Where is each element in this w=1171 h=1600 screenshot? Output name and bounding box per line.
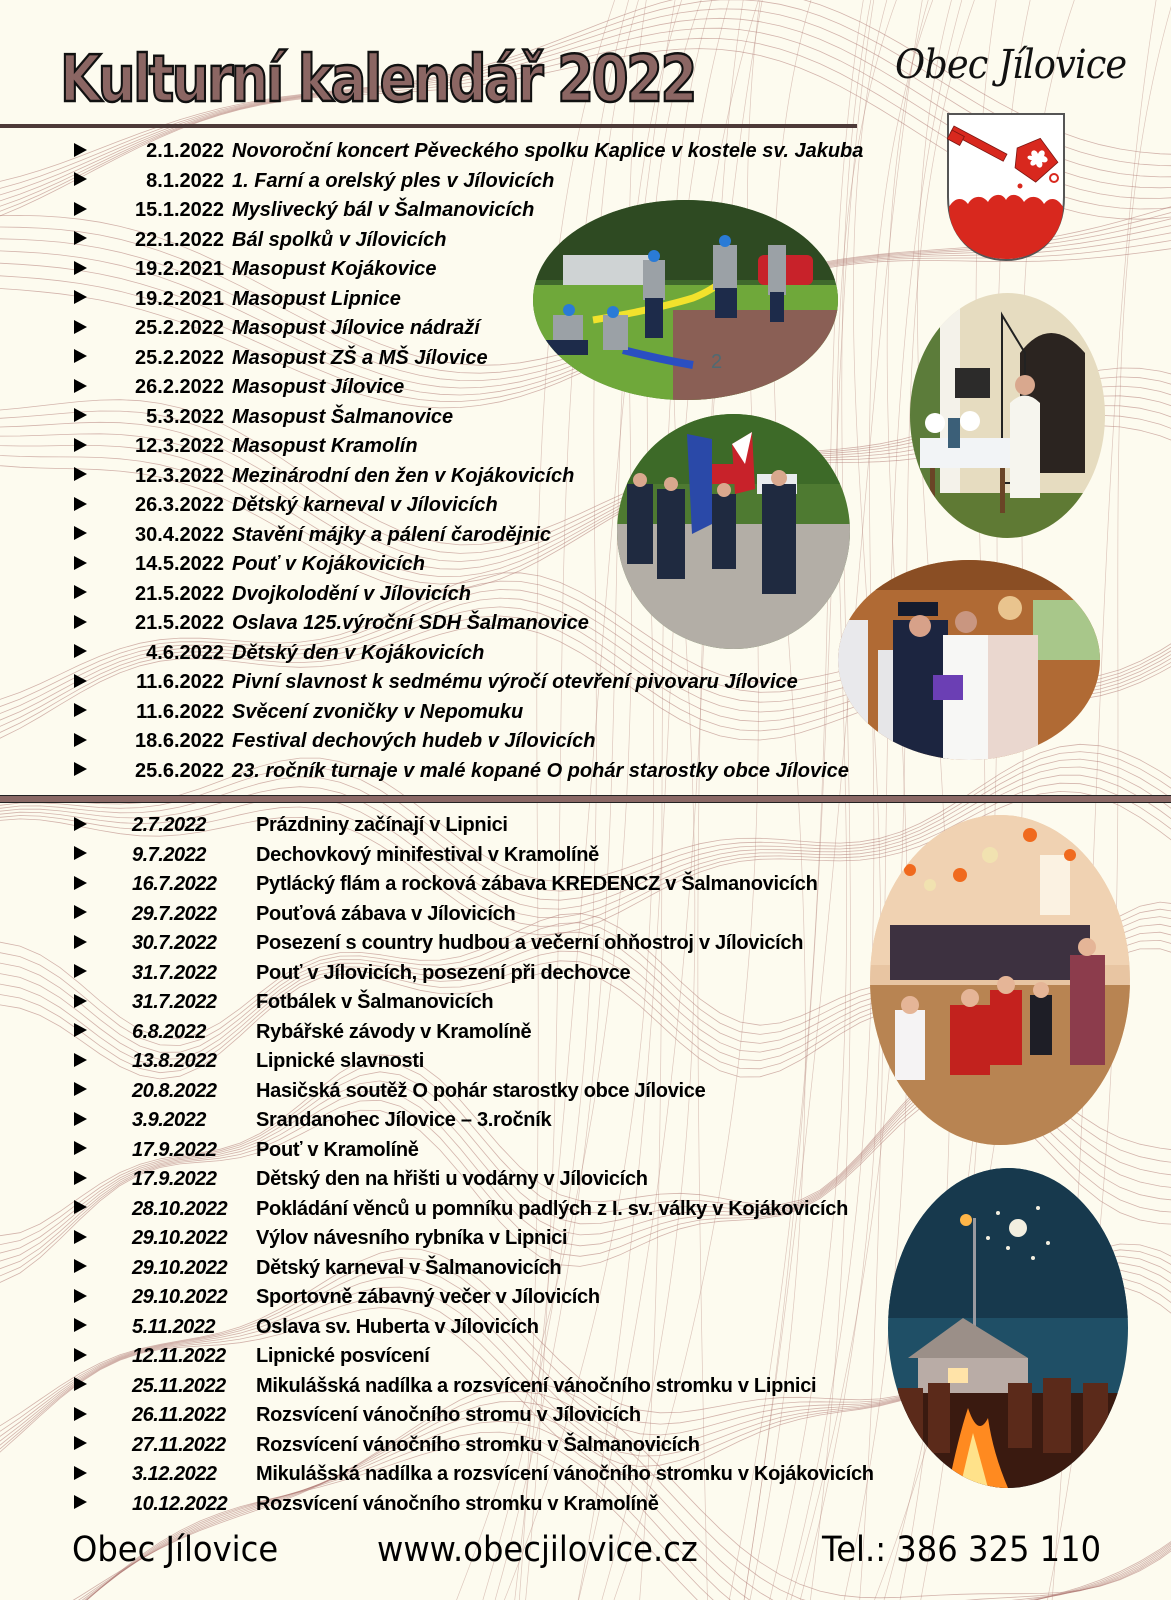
page-title: Kulturní kalendář 2022 xyxy=(60,43,696,117)
event-date: 28.10.2022 xyxy=(132,1197,228,1220)
event-date: 29.7.2022 xyxy=(132,902,217,925)
triangle-right-icon xyxy=(74,817,87,831)
event-name: 1. Farní a orelský ples v Jílovicích xyxy=(232,169,555,192)
event-row xyxy=(70,841,874,871)
triangle-right-icon xyxy=(74,438,87,452)
triangle-right-icon xyxy=(74,1436,87,1450)
event-name: Masopust Kramolín xyxy=(232,435,418,458)
triangle-right-icon xyxy=(74,1053,87,1067)
event-date: 31.7.2022 xyxy=(132,991,217,1014)
event-name: Mikulášská nadílka a rozsvícení vánočního stromku v Lipnici xyxy=(256,1374,817,1397)
event-date: 2.1.2022 xyxy=(146,140,224,163)
half-year-separator xyxy=(0,795,1171,803)
event-date: 10.12.2022 xyxy=(132,1492,228,1515)
event-row xyxy=(70,1460,874,1490)
event-name: Výlov návesního rybníka v Lipnici xyxy=(256,1227,568,1250)
triangle-right-icon xyxy=(74,1289,87,1303)
event-row xyxy=(70,727,863,757)
event-date: 8.1.2022 xyxy=(146,169,224,192)
triangle-right-icon xyxy=(74,172,87,186)
triangle-right-icon xyxy=(74,1230,87,1244)
event-date: 4.6.2022 xyxy=(146,641,224,664)
firefighters-parade-with-flags-photo xyxy=(617,414,850,649)
event-name: Lipnické posvícení xyxy=(256,1345,430,1368)
event-row xyxy=(70,1490,874,1520)
event-name: Rybářské závody v Kramolíně xyxy=(256,1020,532,1043)
event-row xyxy=(70,1106,874,1136)
event-name: Dechovkový minifestival v Kramolíně xyxy=(256,843,599,866)
event-row xyxy=(70,1018,874,1048)
event-row xyxy=(70,1077,874,1107)
event-date: 13.8.2022 xyxy=(132,1050,217,1073)
event-date: 6.8.2022 xyxy=(132,1020,206,1043)
event-name: Posezení s country hudbou a večerní ohňostroj v Jílovicích xyxy=(256,932,804,955)
event-date: 31.7.2022 xyxy=(132,961,217,984)
event-row xyxy=(70,1431,874,1461)
event-name: Rozsvícení vánočního stromku v Šalmanovicích xyxy=(256,1433,700,1456)
event-name: Masopust Jílovice nádraží xyxy=(232,317,480,340)
event-date: 26.2.2022 xyxy=(135,376,224,399)
triangle-right-icon xyxy=(74,585,87,599)
triangle-right-icon xyxy=(74,261,87,275)
event-date: 11.6.2022 xyxy=(136,700,224,723)
event-date: 21.5.2022 xyxy=(135,612,224,635)
footer xyxy=(0,1530,1171,1580)
event-date: 25.2.2022 xyxy=(135,317,224,340)
event-date: 26.3.2022 xyxy=(135,494,224,517)
event-date: 3.9.2022 xyxy=(132,1109,206,1132)
event-row xyxy=(70,929,874,959)
triangle-right-icon xyxy=(74,467,87,481)
triangle-right-icon xyxy=(74,1141,87,1155)
event-name: Lipnické slavnosti xyxy=(256,1050,424,1073)
triangle-right-icon xyxy=(74,349,87,363)
triangle-right-icon xyxy=(74,1407,87,1421)
municipality-logo-text: Obec Jílovice xyxy=(895,42,1127,88)
triangle-right-icon xyxy=(74,497,87,511)
event-name: Fotbálek v Šalmanovicích xyxy=(256,991,494,1014)
event-date: 26.11.2022 xyxy=(132,1404,226,1427)
event-name: Masopust Šalmanovice xyxy=(232,405,454,428)
event-row xyxy=(70,1195,874,1225)
event-name: Mikulášská nadílka a rozsvícení vánočního stromku v Kojákovicích xyxy=(256,1463,874,1486)
event-date: 19.2.2021 xyxy=(135,258,224,281)
event-date: 17.9.2022 xyxy=(132,1138,217,1161)
triangle-right-icon xyxy=(74,1082,87,1096)
event-row xyxy=(70,811,874,841)
event-date: 12.3.2022 xyxy=(135,464,224,487)
event-date: 29.10.2022 xyxy=(132,1256,228,1279)
title-underline xyxy=(0,124,857,128)
event-name: Dětský den v Kojákovicích xyxy=(232,641,485,664)
triangle-right-icon xyxy=(74,290,87,304)
event-name: Dětský den na hřišti u vodárny v Jílovicích xyxy=(256,1168,648,1191)
svg-text:2: 2 xyxy=(711,351,723,373)
triangle-right-icon xyxy=(74,408,87,422)
event-date: 27.11.2022 xyxy=(132,1433,226,1456)
event-row xyxy=(70,1136,874,1166)
event-date: 12.3.2022 xyxy=(135,435,224,458)
event-name: Myslivecký bál v Šalmanovicích xyxy=(232,199,535,222)
event-date: 25.6.2022 xyxy=(135,759,224,782)
event-name: Srandanohec Jílovice – 3.ročník xyxy=(256,1109,552,1132)
event-name: Pytlácký flám a rocková zábava KREDENCZ v Šalmanovicích xyxy=(256,873,818,896)
event-name: Masopust Lipnice xyxy=(232,287,401,310)
event-row xyxy=(70,1047,874,1077)
triangle-right-icon xyxy=(74,644,87,658)
event-date: 18.6.2022 xyxy=(135,730,224,753)
event-row xyxy=(70,1372,874,1402)
event-row xyxy=(70,988,874,1018)
triangle-right-icon xyxy=(74,556,87,570)
event-row xyxy=(70,900,874,930)
priest-at-chapel-photo xyxy=(910,293,1105,538)
event-date: 5.11.2022 xyxy=(132,1315,215,1338)
event-name: Pivní slavnost k sedmému výročí otevření pivovaru Jílovice xyxy=(232,671,798,694)
triangle-right-icon xyxy=(74,615,87,629)
event-name: Mezinárodní den žen v Kojákovicích xyxy=(232,464,575,487)
triangle-right-icon xyxy=(74,320,87,334)
event-name: Pouťová zábava v Jílovicích xyxy=(256,902,516,925)
event-date: 30.7.2022 xyxy=(132,932,217,955)
footer-municipality-name: Obec Jílovice xyxy=(72,1530,279,1570)
event-row xyxy=(70,1224,874,1254)
event-name: Masopust ZŠ a MŠ Jílovice xyxy=(232,346,488,369)
event-name: Oslava 125.výroční SDH Šalmanovice xyxy=(232,612,589,635)
event-date: 2.7.2022 xyxy=(132,814,206,837)
event-name: Sportovně zábavný večer v Jílovicích xyxy=(256,1286,600,1309)
event-row xyxy=(70,167,863,197)
event-date: 22.1.2022 xyxy=(135,228,224,251)
event-row xyxy=(70,698,863,728)
event-date: 20.8.2022 xyxy=(132,1079,217,1102)
event-name: Rozsvícení vánočního stromu v Jílovicích xyxy=(256,1404,641,1427)
event-row xyxy=(70,959,874,989)
event-name: Prázdniny začínají v Lipnici xyxy=(256,814,508,837)
triangle-right-icon xyxy=(74,1318,87,1332)
triangle-right-icon xyxy=(74,231,87,245)
event-date: 29.10.2022 xyxy=(132,1286,228,1309)
event-name: Rozsvícení vánočního stromku v Kramolíně xyxy=(256,1492,659,1515)
triangle-right-icon xyxy=(74,994,87,1008)
triangle-right-icon xyxy=(74,964,87,978)
event-row xyxy=(70,1283,874,1313)
event-date: 29.10.2022 xyxy=(132,1227,228,1250)
event-name: Pokládání věnců u pomníku padlých z I. sv. války v Kojákovicích xyxy=(256,1197,849,1220)
event-date: 19.2.2021 xyxy=(135,287,224,310)
triangle-right-icon xyxy=(74,733,87,747)
triangle-right-icon xyxy=(74,1377,87,1391)
event-date: 16.7.2022 xyxy=(132,873,217,896)
event-name: Hasičská soutěž O pohár starostky obce Jílovice xyxy=(256,1079,706,1102)
firefighters-competition-photo xyxy=(533,200,838,400)
event-row xyxy=(70,668,863,698)
triangle-right-icon xyxy=(74,846,87,860)
event-name: Pouť v Kramolíně xyxy=(256,1138,419,1161)
event-name: 23. ročník turnaje v malé kopané O pohár starostky obce Jílovice xyxy=(232,759,849,782)
event-date: 12.11.2022 xyxy=(132,1345,226,1368)
event-name: Dvojkolodění v Jílovicích xyxy=(232,582,471,605)
event-name: Bál spolků v Jílovicích xyxy=(232,228,447,251)
event-name: Dětský karneval v Šalmanovicích xyxy=(256,1256,562,1279)
event-date: 9.7.2022 xyxy=(132,843,206,866)
triangle-right-icon xyxy=(74,1348,87,1362)
event-name: Stavění májky a pálení čarodějnic xyxy=(232,523,552,546)
bonfire-and-fireworks-photo xyxy=(888,1168,1128,1488)
triangle-right-icon xyxy=(74,674,87,688)
event-date: 25.11.2022 xyxy=(132,1374,226,1397)
triangle-right-icon xyxy=(74,1023,87,1037)
event-name: Pouť v Kojákovicích xyxy=(232,553,425,576)
event-date: 15.1.2022 xyxy=(135,199,224,222)
event-name: Novoroční koncert Pěveckého spolku Kaplice v kostele sv. Jakuba xyxy=(232,140,864,163)
event-row xyxy=(70,757,863,787)
event-row xyxy=(70,1254,874,1284)
triangle-right-icon xyxy=(74,1171,87,1185)
event-name: Oslava sv. Huberta v Jílovicích xyxy=(256,1315,539,1338)
event-date: 5.3.2022 xyxy=(146,405,224,428)
triangle-right-icon xyxy=(74,143,87,157)
coat-of-arms-key-icon xyxy=(946,112,1066,262)
event-name: Masopust Kojákovice xyxy=(232,258,437,281)
event-date: 17.9.2022 xyxy=(132,1168,217,1191)
triangle-right-icon xyxy=(74,1495,87,1509)
footer-website-link[interactable]: www.obecjilovice.cz xyxy=(377,1530,698,1570)
triangle-right-icon xyxy=(74,703,87,717)
triangle-right-icon xyxy=(74,526,87,540)
event-date: 30.4.2022 xyxy=(135,523,224,546)
triangle-right-icon xyxy=(74,1466,87,1480)
event-row xyxy=(70,137,863,167)
triangle-right-icon xyxy=(74,202,87,216)
triangle-right-icon xyxy=(74,905,87,919)
event-row xyxy=(70,1342,874,1372)
event-row xyxy=(70,1313,874,1343)
triangle-right-icon xyxy=(74,1200,87,1214)
event-name: Svěcení zvoničky v Nepomuku xyxy=(232,700,524,723)
event-date: 25.2.2022 xyxy=(135,346,224,369)
triangle-right-icon xyxy=(74,762,87,776)
event-name: Masopust Jílovice xyxy=(232,376,405,399)
events-second-half xyxy=(70,811,874,1519)
triangle-right-icon xyxy=(74,379,87,393)
event-name: Festival dechových hudeb v Jílovicích xyxy=(232,730,596,753)
triangle-right-icon xyxy=(74,1259,87,1273)
event-row xyxy=(70,870,874,900)
childrens-carnival-photo xyxy=(870,815,1130,1145)
event-name: Dětský karneval v Jílovicích xyxy=(232,494,498,517)
event-date: 14.5.2022 xyxy=(135,553,224,576)
event-date: 3.12.2022 xyxy=(132,1463,217,1486)
award-ceremony-photo xyxy=(838,560,1100,760)
triangle-right-icon xyxy=(74,935,87,949)
footer-phone-number[interactable]: Tel.: 386 325 110 xyxy=(822,1530,1102,1570)
event-row xyxy=(70,1165,874,1195)
event-date: 21.5.2022 xyxy=(135,582,224,605)
triangle-right-icon xyxy=(74,1112,87,1126)
event-name: Pouť v Jílovicích, posezení při dechovce xyxy=(256,961,631,984)
event-date: 11.6.2022 xyxy=(136,671,224,694)
triangle-right-icon xyxy=(74,876,87,890)
event-row xyxy=(70,1401,874,1431)
